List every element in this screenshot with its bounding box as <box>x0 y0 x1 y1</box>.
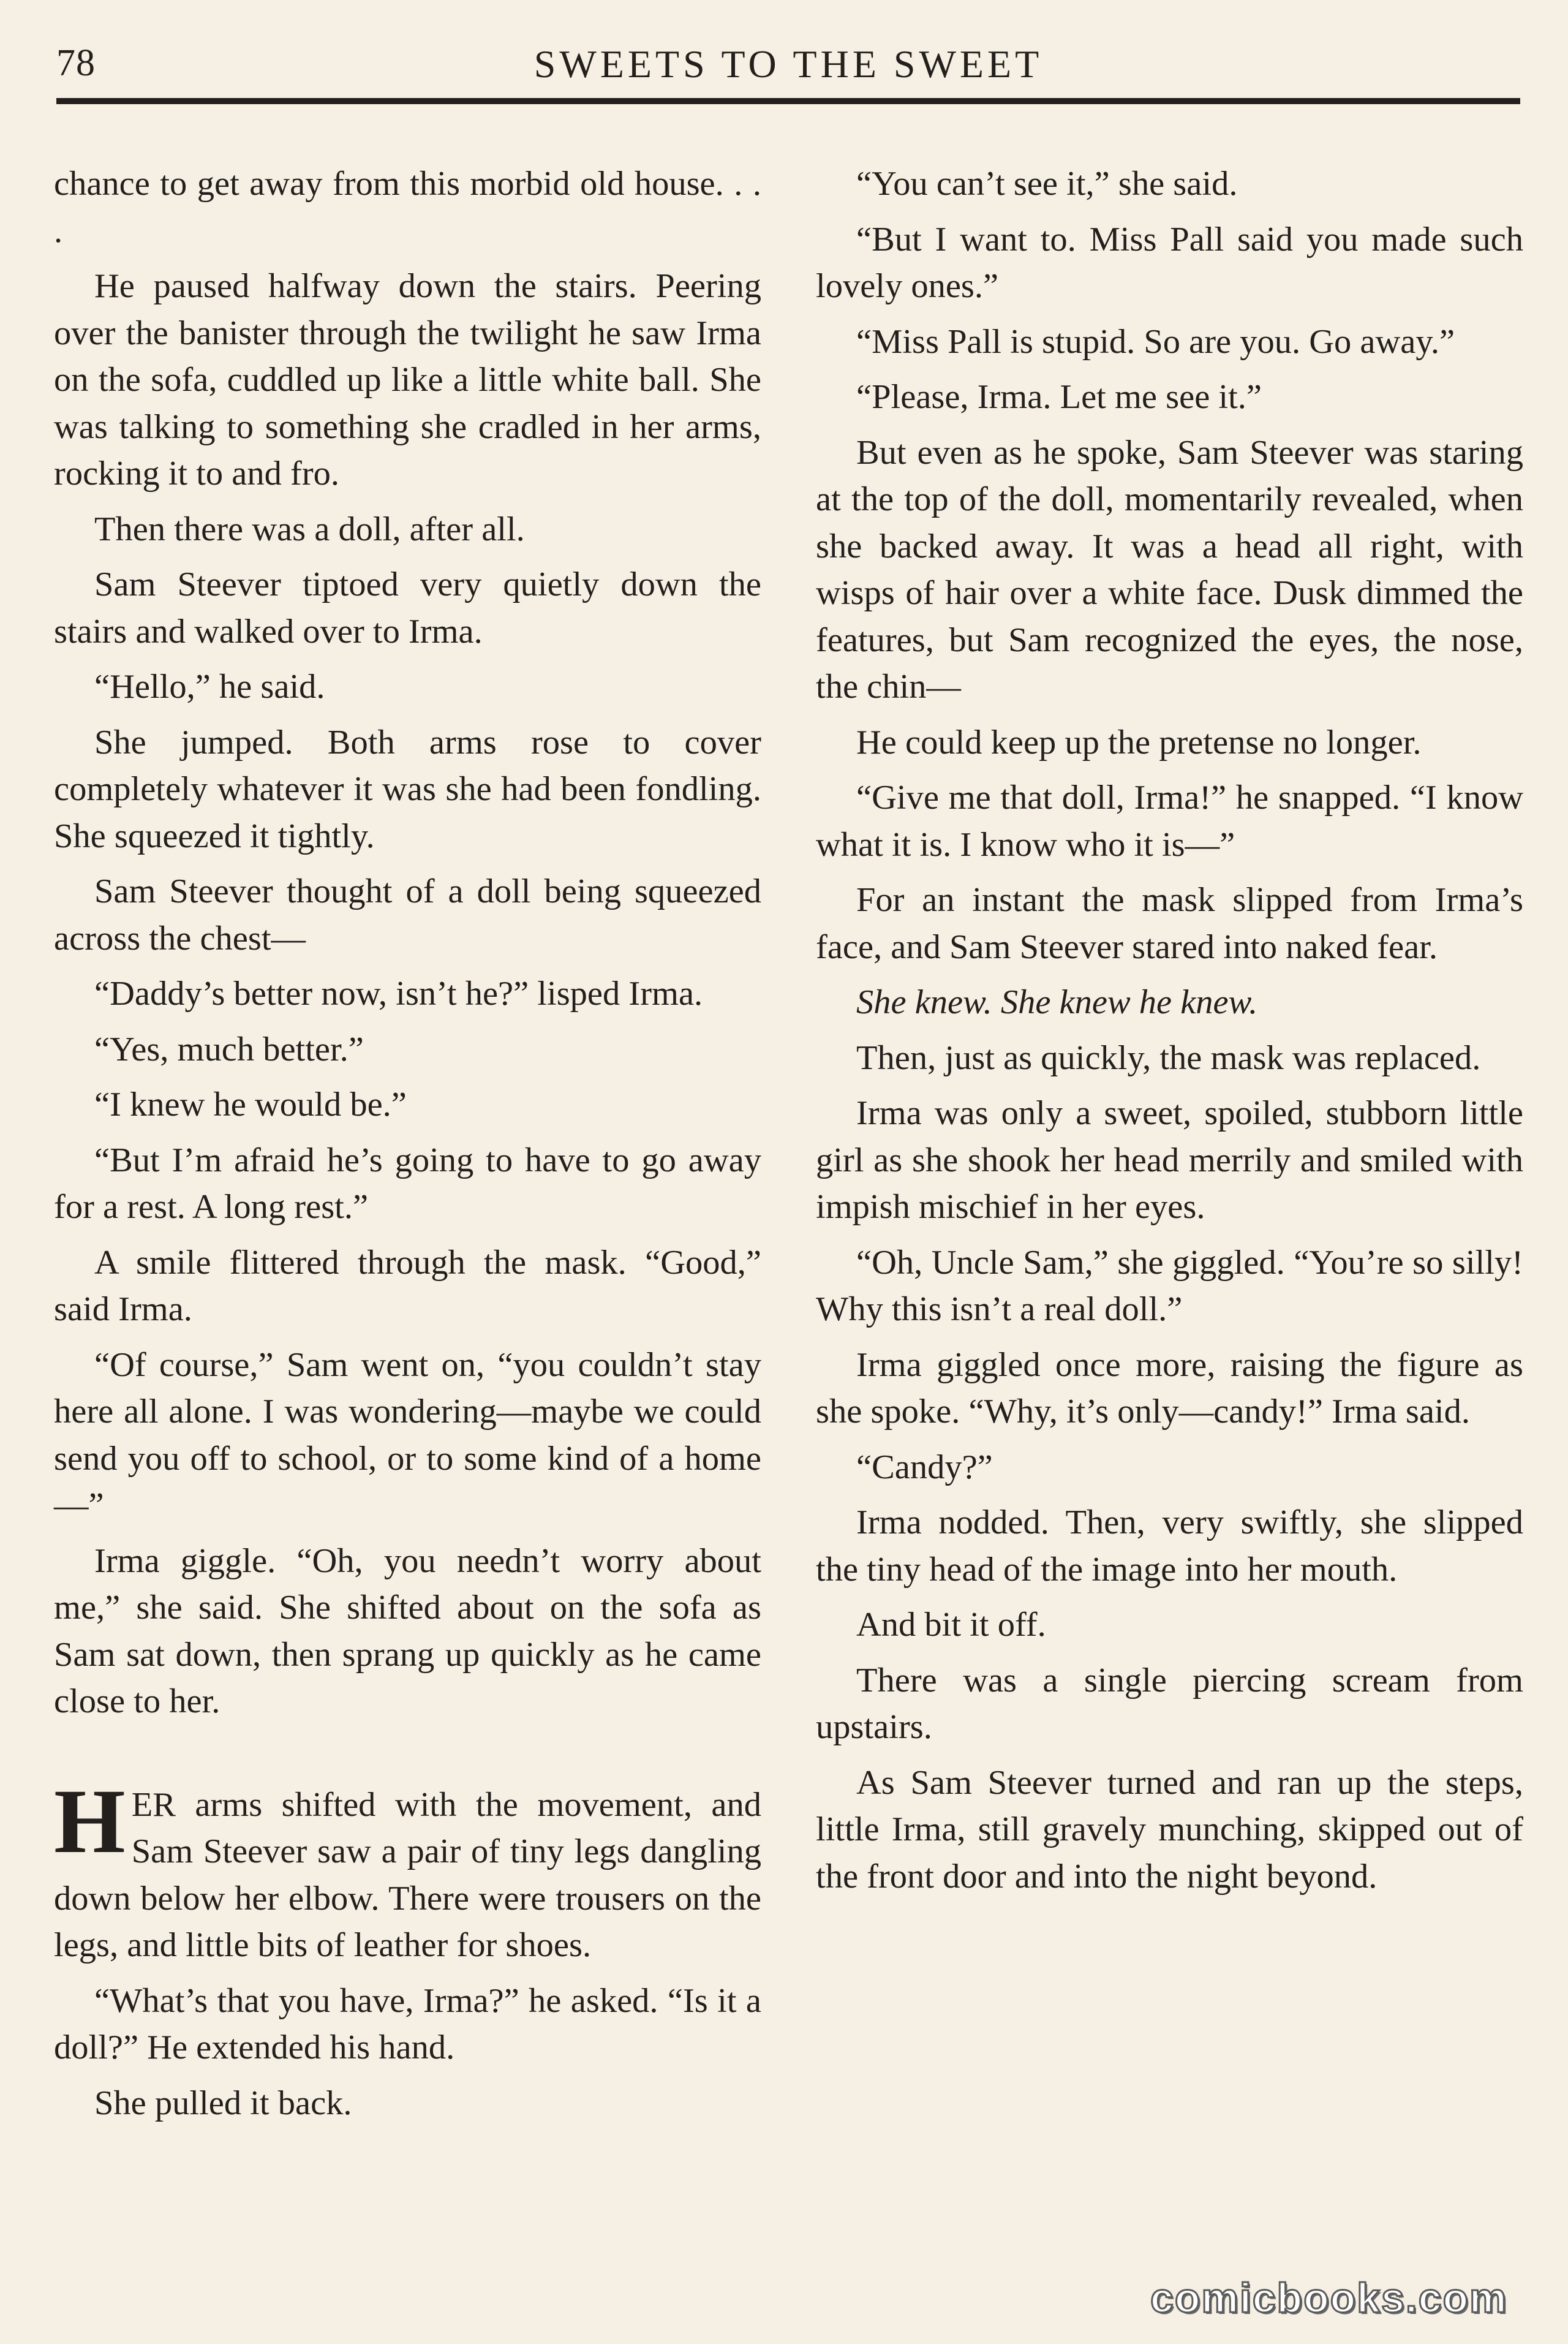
paragraph <box>54 1137 761 1231</box>
paragraph-text: But even as he spoke, Sam Steever was staring at the top of the doll, momentarily revealed, when she backed away. It was a head all right, with wisps of hair over a white face. Dusk dimmed the features, but Sam recognized the eyes, the nose, the chin— <box>816 433 1523 706</box>
paragraph <box>816 1444 1523 1491</box>
paragraph-text: “Daddy’s better now, isn’t he?” lisped Irma. <box>94 975 703 1013</box>
paragraph <box>54 506 761 553</box>
paragraph <box>54 1538 761 1725</box>
header-rule <box>56 98 1520 104</box>
paragraph-text: He could keep up the pretense no longer. <box>856 723 1422 762</box>
paragraph <box>54 719 761 860</box>
paragraph-text: “Miss Pall is stupid. So are you. Go away.” <box>856 322 1455 361</box>
paragraph <box>816 877 1523 970</box>
paragraph <box>54 868 761 962</box>
paragraph-text: “Yes, much better.” <box>94 1030 364 1068</box>
paragraph <box>816 1035 1523 1082</box>
paragraph <box>816 319 1523 366</box>
paragraph-text: There was a single piercing scream from upstairs. <box>816 1661 1523 1746</box>
watermark-logo: comicbooks.com <box>1150 2275 1508 2321</box>
paragraph <box>54 1978 761 2071</box>
paragraph <box>54 1239 761 1333</box>
paragraph <box>54 1081 761 1129</box>
text-column-right <box>816 161 1523 1908</box>
paragraph <box>54 263 761 497</box>
paragraph-text: Irma was only a sweet, spoiled, stubborn little girl as she shook her head merrily and smiled with impish mischief in her eyes. <box>816 1094 1523 1226</box>
paragraph <box>816 216 1523 310</box>
paragraph-text: A smile flittered through the mask. “Good,” said Irma. <box>54 1243 761 1328</box>
paragraph-text: “Of course,” Sam went on, “you couldn’t stay here all alone. I was wondering—maybe we could send you off to school, or to some kind of a home—” <box>54 1345 761 1524</box>
paragraph-text: Then there was a doll, after all. <box>94 510 525 548</box>
paragraph-text: “But I want to. Miss Pall said you made such lovely ones.” <box>816 220 1523 305</box>
paragraph <box>816 1601 1523 1649</box>
page-header <box>56 37 1520 98</box>
paragraph <box>54 161 761 254</box>
paragraph <box>816 774 1523 868</box>
paragraph <box>54 2080 761 2127</box>
page-number: 78 <box>56 42 96 84</box>
paragraph <box>816 374 1523 421</box>
paragraph <box>54 1342 761 1529</box>
paragraph-text: “Oh, Uncle Sam,” she giggled. “You’re so silly! Why this isn’t a real doll.” <box>816 1243 1523 1328</box>
paragraph <box>816 429 1523 711</box>
paragraph-text: Then, just as quickly, the mask was replaced. <box>856 1038 1481 1077</box>
paragraph-text: “What’s that you have, Irma?” he asked. “Is it a doll?” He extended his hand. <box>54 1981 761 2066</box>
paragraph-text: “Candy?” <box>856 1448 993 1486</box>
paragraph-text: Irma giggled once more, raising the figure as she spoke. “Why, it’s only—candy!” Irma said. <box>816 1345 1523 1431</box>
paragraph <box>54 1770 761 1969</box>
paragraph-text: She knew. She knew he knew. <box>856 983 1258 1021</box>
paragraph-text: Sam Steever thought of a doll being squeezed across the chest— <box>54 872 761 958</box>
drop-cap: H <box>54 1770 126 1872</box>
paragraph-text: And bit it off. <box>856 1606 1046 1644</box>
paragraph-text: Irma nodded. Then, very swiftly, she slipped the tiny head of the image into her mouth. <box>816 1503 1523 1589</box>
paragraph <box>54 664 761 711</box>
paragraph-text: She jumped. Both arms rose to cover completely whatever it was she had been fondling. She squeezed it tightly. <box>54 723 761 855</box>
paragraph <box>816 1499 1523 1593</box>
paragraph-text: “Give me that doll, Irma!” he snapped. “I know what it is. I know who it is—” <box>816 779 1523 864</box>
text-column-left <box>54 161 761 2135</box>
paragraph-text: Irma giggle. “Oh, you needn’t worry about me,” she said. She shifted about on the sofa as Sam sat down, then sprang up quickly as he came close to her. <box>54 1541 761 1720</box>
paragraph <box>816 1657 1523 1751</box>
paragraph <box>54 1026 761 1073</box>
paragraph-text: “Please, Irma. Let me see it.” <box>856 378 1262 416</box>
paragraph <box>54 970 761 1018</box>
paragraph-text: “You can’t see it,” she said. <box>856 165 1238 203</box>
paragraph-text: She pulled it back. <box>94 2084 352 2122</box>
paragraph-text: Sam Steever tiptoed very quietly down the stairs and walked over to Irma. <box>54 565 761 651</box>
paragraph <box>816 1760 1523 1900</box>
paragraph <box>816 1090 1523 1231</box>
paragraph-text: As Sam Steever turned and ran up the steps, little Irma, still gravely munching, skipped out of the front door and into the night beyond. <box>816 1763 1523 1896</box>
running-title: SWEETS TO THE SWEET <box>533 42 1043 86</box>
paragraph-text: “I knew he would be.” <box>94 1086 407 1124</box>
paragraph-text: “But I’m afraid he’s going to have to go away for a rest. A long rest.” <box>54 1141 761 1226</box>
paragraph <box>816 979 1523 1026</box>
paragraph-text: ER arms shifted with the movement, and Sam Steever saw a pair of tiny legs dangling down below her elbow. There were trousers on the legs, and little bits of leather for shoes. <box>54 1785 761 1964</box>
paragraph-text: He paused halfway down the stairs. Peering over the banister through the twilight he saw Irma on the sofa, cuddled up like a little white ball. She was talking to something she cradled in her arms, rocking it to and fro. <box>54 267 761 493</box>
paragraph <box>816 1239 1523 1333</box>
paragraph <box>816 161 1523 208</box>
paragraph-text: chance to get away from this morbid old house. . . . <box>54 165 761 250</box>
paragraph <box>54 561 761 655</box>
paragraph <box>816 1342 1523 1435</box>
paragraph <box>816 719 1523 766</box>
paragraph-text: “Hello,” he said. <box>94 668 325 706</box>
paragraph-text: For an instant the mask slipped from Irma’s face, and Sam Steever stared into naked fear. <box>816 881 1523 966</box>
